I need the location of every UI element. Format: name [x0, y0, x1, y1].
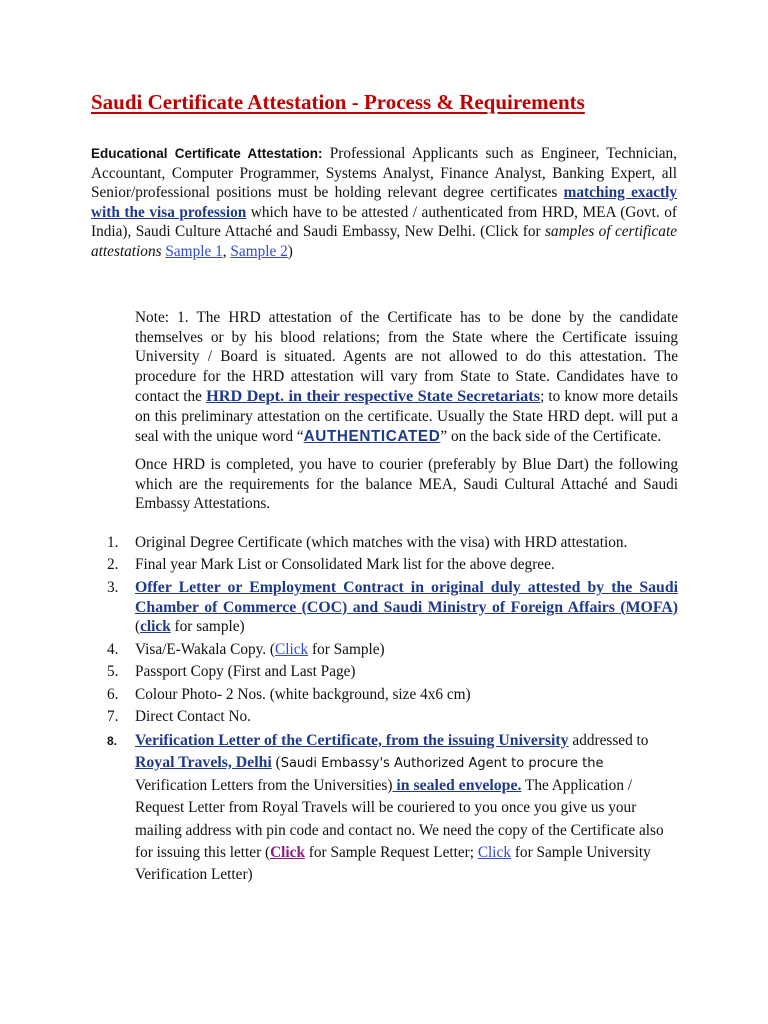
verification-letter-highlight: Verification Letter of the Certificate, from the issuing University [135, 731, 569, 749]
sample-separator: , [222, 242, 231, 260]
courier-paragraph: Once HRD is completed, you have to courier (preferably by Blue Dart) the following which are the requirements for the balance MEA, Saudi Cultural Attaché and Saudi Embassy Attestations. [135, 456, 678, 513]
note-text-1: Note: 1. The HRD attestation of the Certificate has to be done by the candidate themselves or by his blood relations; from the State where the Certificate issuing University / Board is situated. Agents are not allowed to do this attestation. The procedure for the HRD attestation will vary from State to State. Candidates have to contact the [135, 309, 678, 406]
list-number: 3. [107, 578, 119, 596]
list-number: 4. [107, 640, 119, 658]
list-number: 2. [107, 556, 119, 574]
hrd-note-paragraph [135, 308, 678, 446]
list-item [107, 555, 678, 575]
visa-sample-link[interactable]: Click [275, 640, 309, 658]
list-item-text: for Sample Request Letter; [304, 844, 478, 862]
intro-paragraph [91, 144, 677, 261]
list-number: 6. [107, 685, 119, 703]
authenticated-word: AUTHENTICATED [303, 427, 441, 445]
intro-close-paren: ) [287, 242, 293, 260]
list-item [107, 730, 678, 887]
intro-text-2: which have to be attested / authenticated from HRD, MEA (Govt. of India), Saudi Culture Attaché and Saudi Embassy, New Delhi. (Click for [91, 203, 677, 240]
list-item-text: Final year Mark List or Consolidated Mark list for the above degree. [135, 556, 555, 574]
sample-1-link[interactable]: Sample 1 [165, 242, 223, 260]
visa-profession-highlight: matching exactly with the visa profession [91, 184, 677, 221]
list-number: 8. [107, 733, 118, 748]
intro-heading: Educational Certificate Attestation: [91, 146, 323, 161]
list-item [107, 662, 678, 682]
hrd-dept-highlight: HRD Dept. in their respective State Secretariats [206, 386, 541, 406]
page-title: Saudi Certificate Attestation - Process & Requirements [91, 90, 585, 114]
request-letter-sample-link[interactable]: Click [270, 844, 305, 862]
list-item-text: Colour Photo- 2 Nos. (white background, size 4x6 cm) [135, 685, 471, 703]
list-item [107, 533, 678, 553]
royal-travels-highlight: Royal Travels, Delhi [135, 753, 272, 771]
list-item-text: Visa/E-Wakala Copy. ( [135, 640, 276, 658]
list-item [107, 578, 678, 637]
list-item [107, 640, 678, 660]
list-item-text: ( [135, 618, 141, 636]
intro-text-1: Professional Applicants such as Engineer, Technician, Accountant, Computer Programmer, Systems Analyst, Finance Analyst, Banking Expert, all Senior/professional positions must be holding relevant degree certificates [91, 145, 678, 201]
list-item-text: Verification Letters from the Universities) [135, 777, 393, 795]
list-number: 7. [107, 708, 119, 726]
list-item [107, 685, 678, 705]
note-text-2: ; to know more details on this preliminary attestation on the certificate. Usually the State HRD dept. will put a seal with the unique word “ [135, 388, 678, 445]
list-item-text: for sample) [170, 618, 245, 636]
list-item-text: ( [271, 753, 281, 771]
sample-2-link[interactable]: Sample 2 [230, 242, 288, 260]
sealed-envelope-highlight: in sealed envelope. [392, 777, 522, 795]
list-item-text: Direct Contact No. [135, 708, 251, 726]
list-item-text: The Application / Request Letter from Royal Travels will be couriered to you once you give us your mailing address with pin code and contact no. We need the copy of the Certificate also for issuing this letter ( [135, 777, 664, 862]
offer-letter-sample-link[interactable]: click [140, 618, 171, 636]
list-item [107, 707, 678, 727]
verification-letter-sample-link[interactable]: Click [477, 844, 511, 862]
offer-letter-highlight: Offer Letter or Employment Contract in original duly attested by the Saudi Chamber of Commerce (COC) and Saudi Ministry of Foreign Affairs (MOFA) [135, 578, 678, 616]
list-item-text: Original Degree Certificate (which matches with the visa) with HRD attestation. [135, 534, 628, 551]
note-text-3: ” on the back side of the Certificate. [440, 427, 662, 445]
list-item-text: for Sample) [308, 640, 385, 658]
list-item-text: Passport Copy (First and Last Page) [135, 663, 356, 681]
list-item-text: for Sample University Verification Letter) [135, 844, 651, 884]
list-item-text: addressed to [568, 731, 649, 749]
list-number: 1. [107, 534, 119, 551]
requirements-list [107, 533, 678, 890]
samples-italic-text: samples of certificate attestations [91, 223, 677, 260]
embassy-agent-text: Saudi Embassy's Authorized Agent to procure the [280, 755, 604, 771]
list-number: 5. [107, 663, 119, 681]
